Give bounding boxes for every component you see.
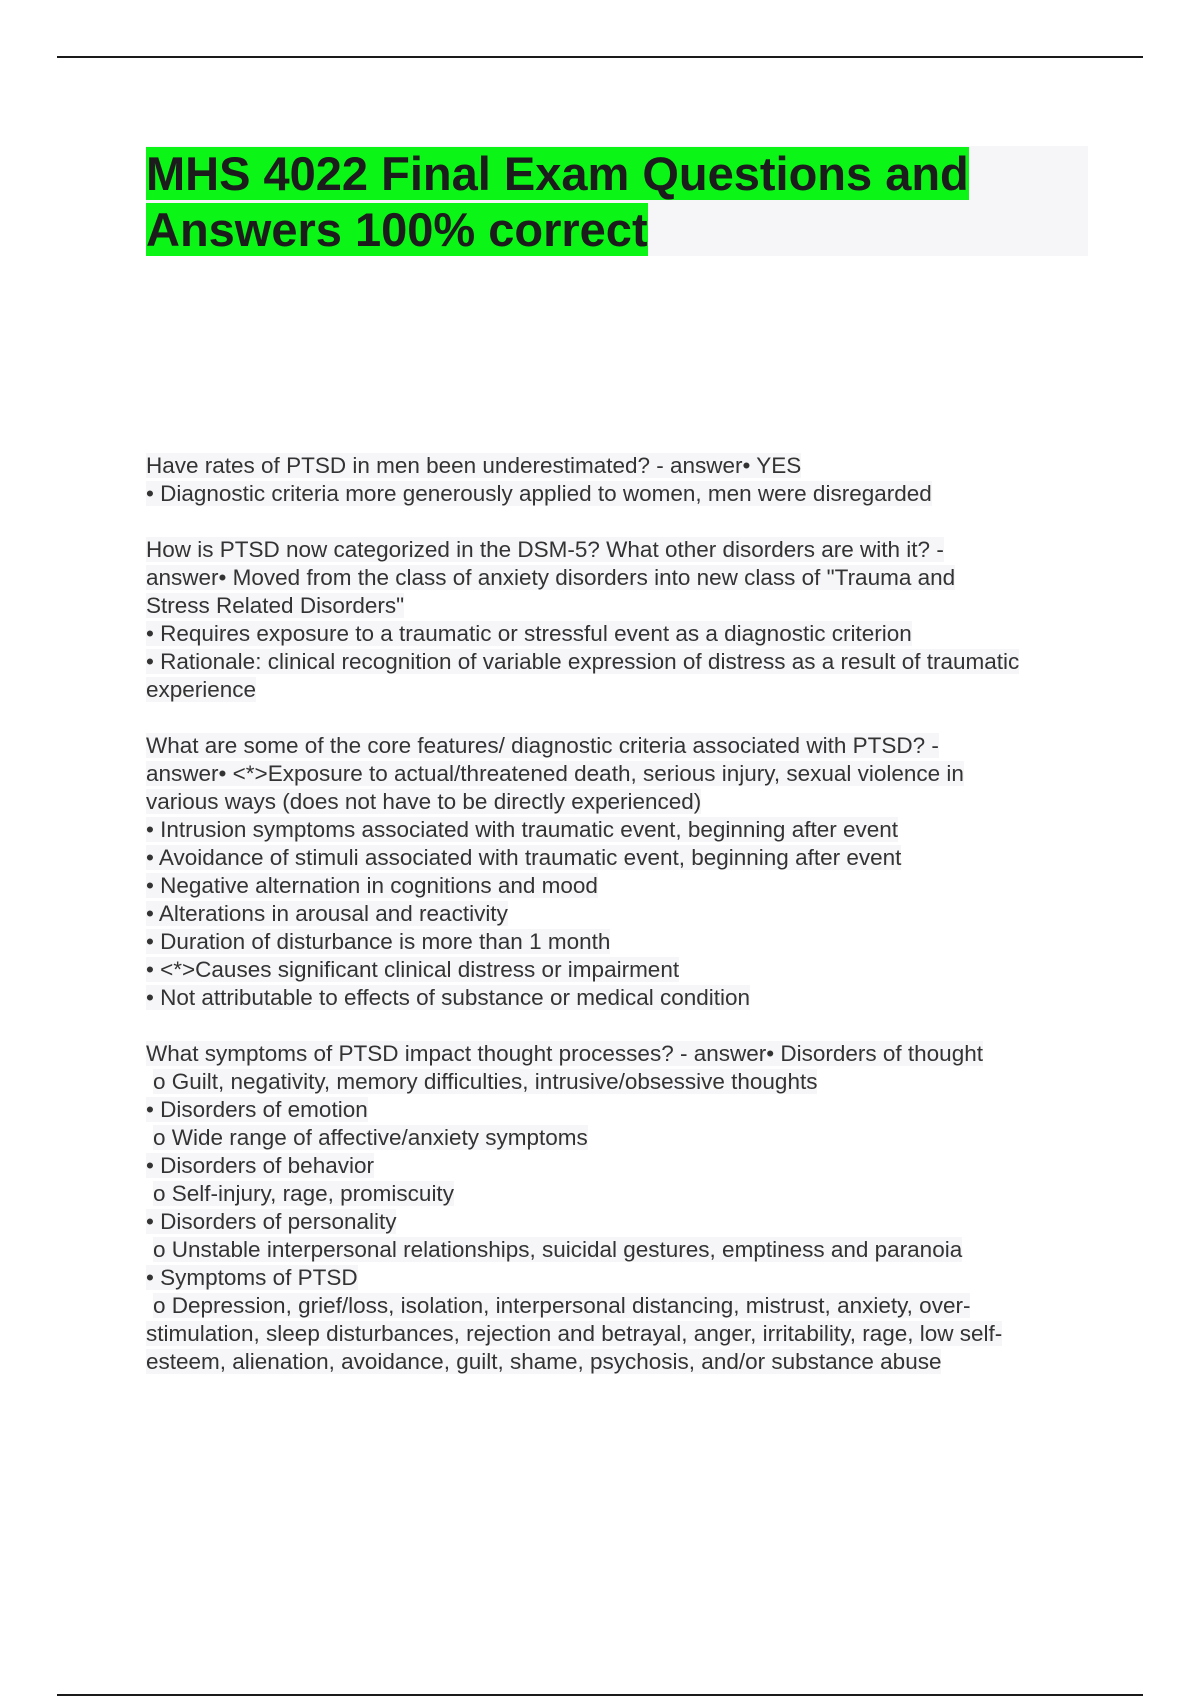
qa-line [146,1124,1091,1152]
qa-line [146,1040,1091,1068]
qa-line [146,956,1091,984]
qa-line-text: Have rates of PTSD in men been underestimated? - answer• YES [146,453,802,478]
qa-line-text: o Guilt, negativity, memory difficulties, intrusive/obsessive thoughts [153,1069,818,1094]
qa-line [146,676,1091,704]
qa-line [146,1264,1091,1292]
qa-item [146,1040,1091,1376]
qa-line-text: o Self-injury, rage, promiscuity [153,1181,454,1206]
qa-line-text: experience [146,677,257,702]
qa-line [146,984,1091,1012]
qa-line [146,844,1091,872]
qa-line-text: Stress Related Disorders" [146,593,405,618]
qa-line-text: o Wide range of affective/anxiety symptoms [153,1125,588,1150]
top-rule [57,56,1143,58]
qa-line-text: • <*>Causes significant clinical distress or impairment [146,957,680,982]
qa-line [146,760,1091,788]
title-line-1: MHS 4022 Final Exam Questions and [146,147,969,200]
qa-line-text: esteem, alienation, avoidance, guilt, shame, psychosis, and/or substance abuse [146,1349,942,1374]
qa-line-text: answer• <*>Exposure to actual/threatened death, serious injury, sexual violence in [146,761,964,786]
qa-line-text: • Disorders of behavior [146,1153,374,1178]
qa-line [146,536,1091,564]
qa-line-text: • Diagnostic criteria more generously applied to women, men were disregarded [146,481,932,506]
qa-line-text: o Unstable interpersonal relationships, suicidal gestures, emptiness and paranoia [153,1237,963,1262]
qa-line [146,900,1091,928]
qa-line [146,1292,1091,1320]
qa-line [146,648,1091,676]
qa-line [146,816,1091,844]
qa-line-text: How is PTSD now categorized in the DSM-5? What other disorders are with it? - [146,537,944,562]
qa-line [146,1096,1091,1124]
bottom-rule [57,1694,1143,1696]
qa-line-text: • Disorders of personality [146,1209,397,1234]
qa-line-text: What symptoms of PTSD impact thought processes? - answer• Disorders of thought [146,1041,983,1066]
qa-line [146,1320,1091,1348]
qa-line [146,788,1091,816]
qa-line [146,480,1091,508]
qa-line-text: o Depression, grief/loss, isolation, interpersonal distancing, mistrust, anxiety, over- [153,1293,971,1318]
title-block [146,146,1088,256]
qa-line [146,928,1091,956]
qa-line [146,1236,1091,1264]
qa-line [146,452,1091,480]
qa-line-text: • Intrusion symptoms associated with traumatic event, beginning after event [146,817,899,842]
qa-line-text: stimulation, sleep disturbances, rejection and betrayal, anger, irritability, rage, low self- [146,1321,1003,1346]
qa-line-text: various ways (does not have to be directly experienced) [146,789,702,814]
qa-content [146,452,1091,1404]
qa-item [146,452,1091,508]
qa-line-text: • Alterations in arousal and reactivity [146,901,508,926]
qa-line [146,1208,1091,1236]
qa-line [146,564,1091,592]
qa-line [146,1180,1091,1208]
qa-line-text: answer• Moved from the class of anxiety disorders into new class of "Trauma and [146,565,956,590]
qa-line [146,620,1091,648]
qa-line-text: • Not attributable to effects of substance or medical condition [146,985,751,1010]
qa-line [146,1068,1091,1096]
qa-line [146,732,1091,760]
qa-line [146,1152,1091,1180]
qa-line-text: • Negative alternation in cognitions and mood [146,873,598,898]
qa-item [146,536,1091,704]
qa-line-text: • Requires exposure to a traumatic or stressful event as a diagnostic criterion [146,621,912,646]
qa-line [146,1348,1091,1376]
title-line-2: Answers 100% correct [146,203,648,256]
document-title [146,146,1088,258]
qa-line-text: • Disorders of emotion [146,1097,368,1122]
qa-line [146,592,1091,620]
qa-line-text: • Avoidance of stimuli associated with traumatic event, beginning after event [146,845,902,870]
qa-line-text: • Duration of disturbance is more than 1 month [146,929,611,954]
qa-line-text: • Rationale: clinical recognition of variable expression of distress as a result of traumatic [146,649,1020,674]
qa-item [146,732,1091,1012]
qa-line-text: • Symptoms of PTSD [146,1265,358,1290]
qa-line-text: What are some of the core features/ diagnostic criteria associated with PTSD? - [146,733,939,758]
qa-line [146,872,1091,900]
